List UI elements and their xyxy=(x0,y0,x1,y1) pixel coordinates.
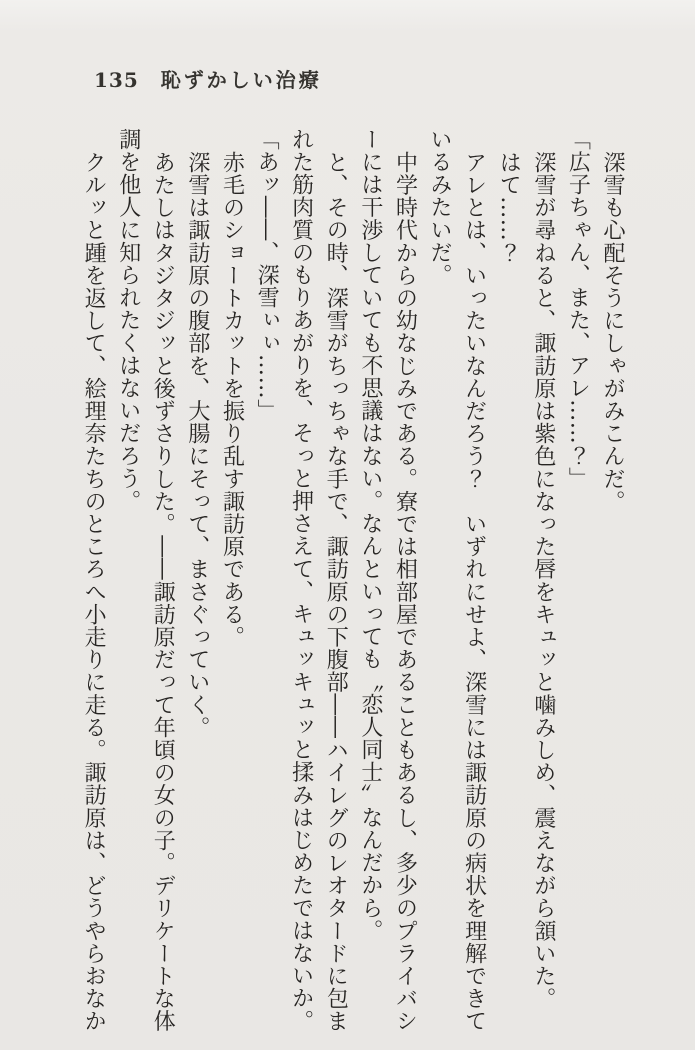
text-column: クルッと踵を返して、絵理奈たちのところへ小走りに走る。諏訪原は、どうやらおなか xyxy=(81,150,107,1032)
text-column: 深雪も心配そうにしゃがみこんだ。 xyxy=(600,150,625,513)
page-number: 135 xyxy=(94,68,139,92)
text-column: 中学時代からの幼なじみである。寮では相部屋であることもあるし、多少のプライバシ xyxy=(392,150,418,1032)
chapter-title: 恥ずかしい治療 xyxy=(160,68,322,92)
vertical-text-block xyxy=(76,128,630,1043)
text-column: いるみたいだ。 xyxy=(427,128,453,287)
text-column: 赤毛のショートカットを振り乱す諏訪原である。 xyxy=(219,150,245,648)
text-column: と、その時、深雪がちっちゃな手で、諏訪原の下腹部――ハイレグのレオタードに包ま xyxy=(323,150,349,1032)
text-column: 「あッ――、深雪ぃぃ……」 xyxy=(254,128,280,422)
text-column: 深雪は諏訪原の腹部を、大腸にそって、まさぐっていく。 xyxy=(184,150,210,739)
text-column: 調を他人に知られたくはないだろう。 xyxy=(115,128,141,513)
text-column: あたしはタジタジッと後ずさりした。――諏訪原だって年頃の女の子。デリケートな体 xyxy=(150,150,176,1032)
text-column: アレとは、いったいなんだろう？ いずれにせよ、深雪には諏訪原の病状を理解できて xyxy=(461,150,487,1032)
text-column: 「広子ちゃん、また、アレ……？」 xyxy=(565,128,591,490)
text-column: ーには干渉していても不思議はない。なんといっても〝恋人同士〟なんだから。 xyxy=(357,128,383,942)
text-column: 深雪が尋ねると、諏訪原は紫色になった唇をキュッと噛みしめ、震えながら頷いた。 xyxy=(530,150,556,1010)
text-column: はて……？ xyxy=(496,150,522,264)
text-column: れた筋肉質のもりあがりを、そっと押さえて、キュッキュッと揉みはじめたではないか。 xyxy=(288,128,314,1032)
running-header xyxy=(94,64,322,93)
